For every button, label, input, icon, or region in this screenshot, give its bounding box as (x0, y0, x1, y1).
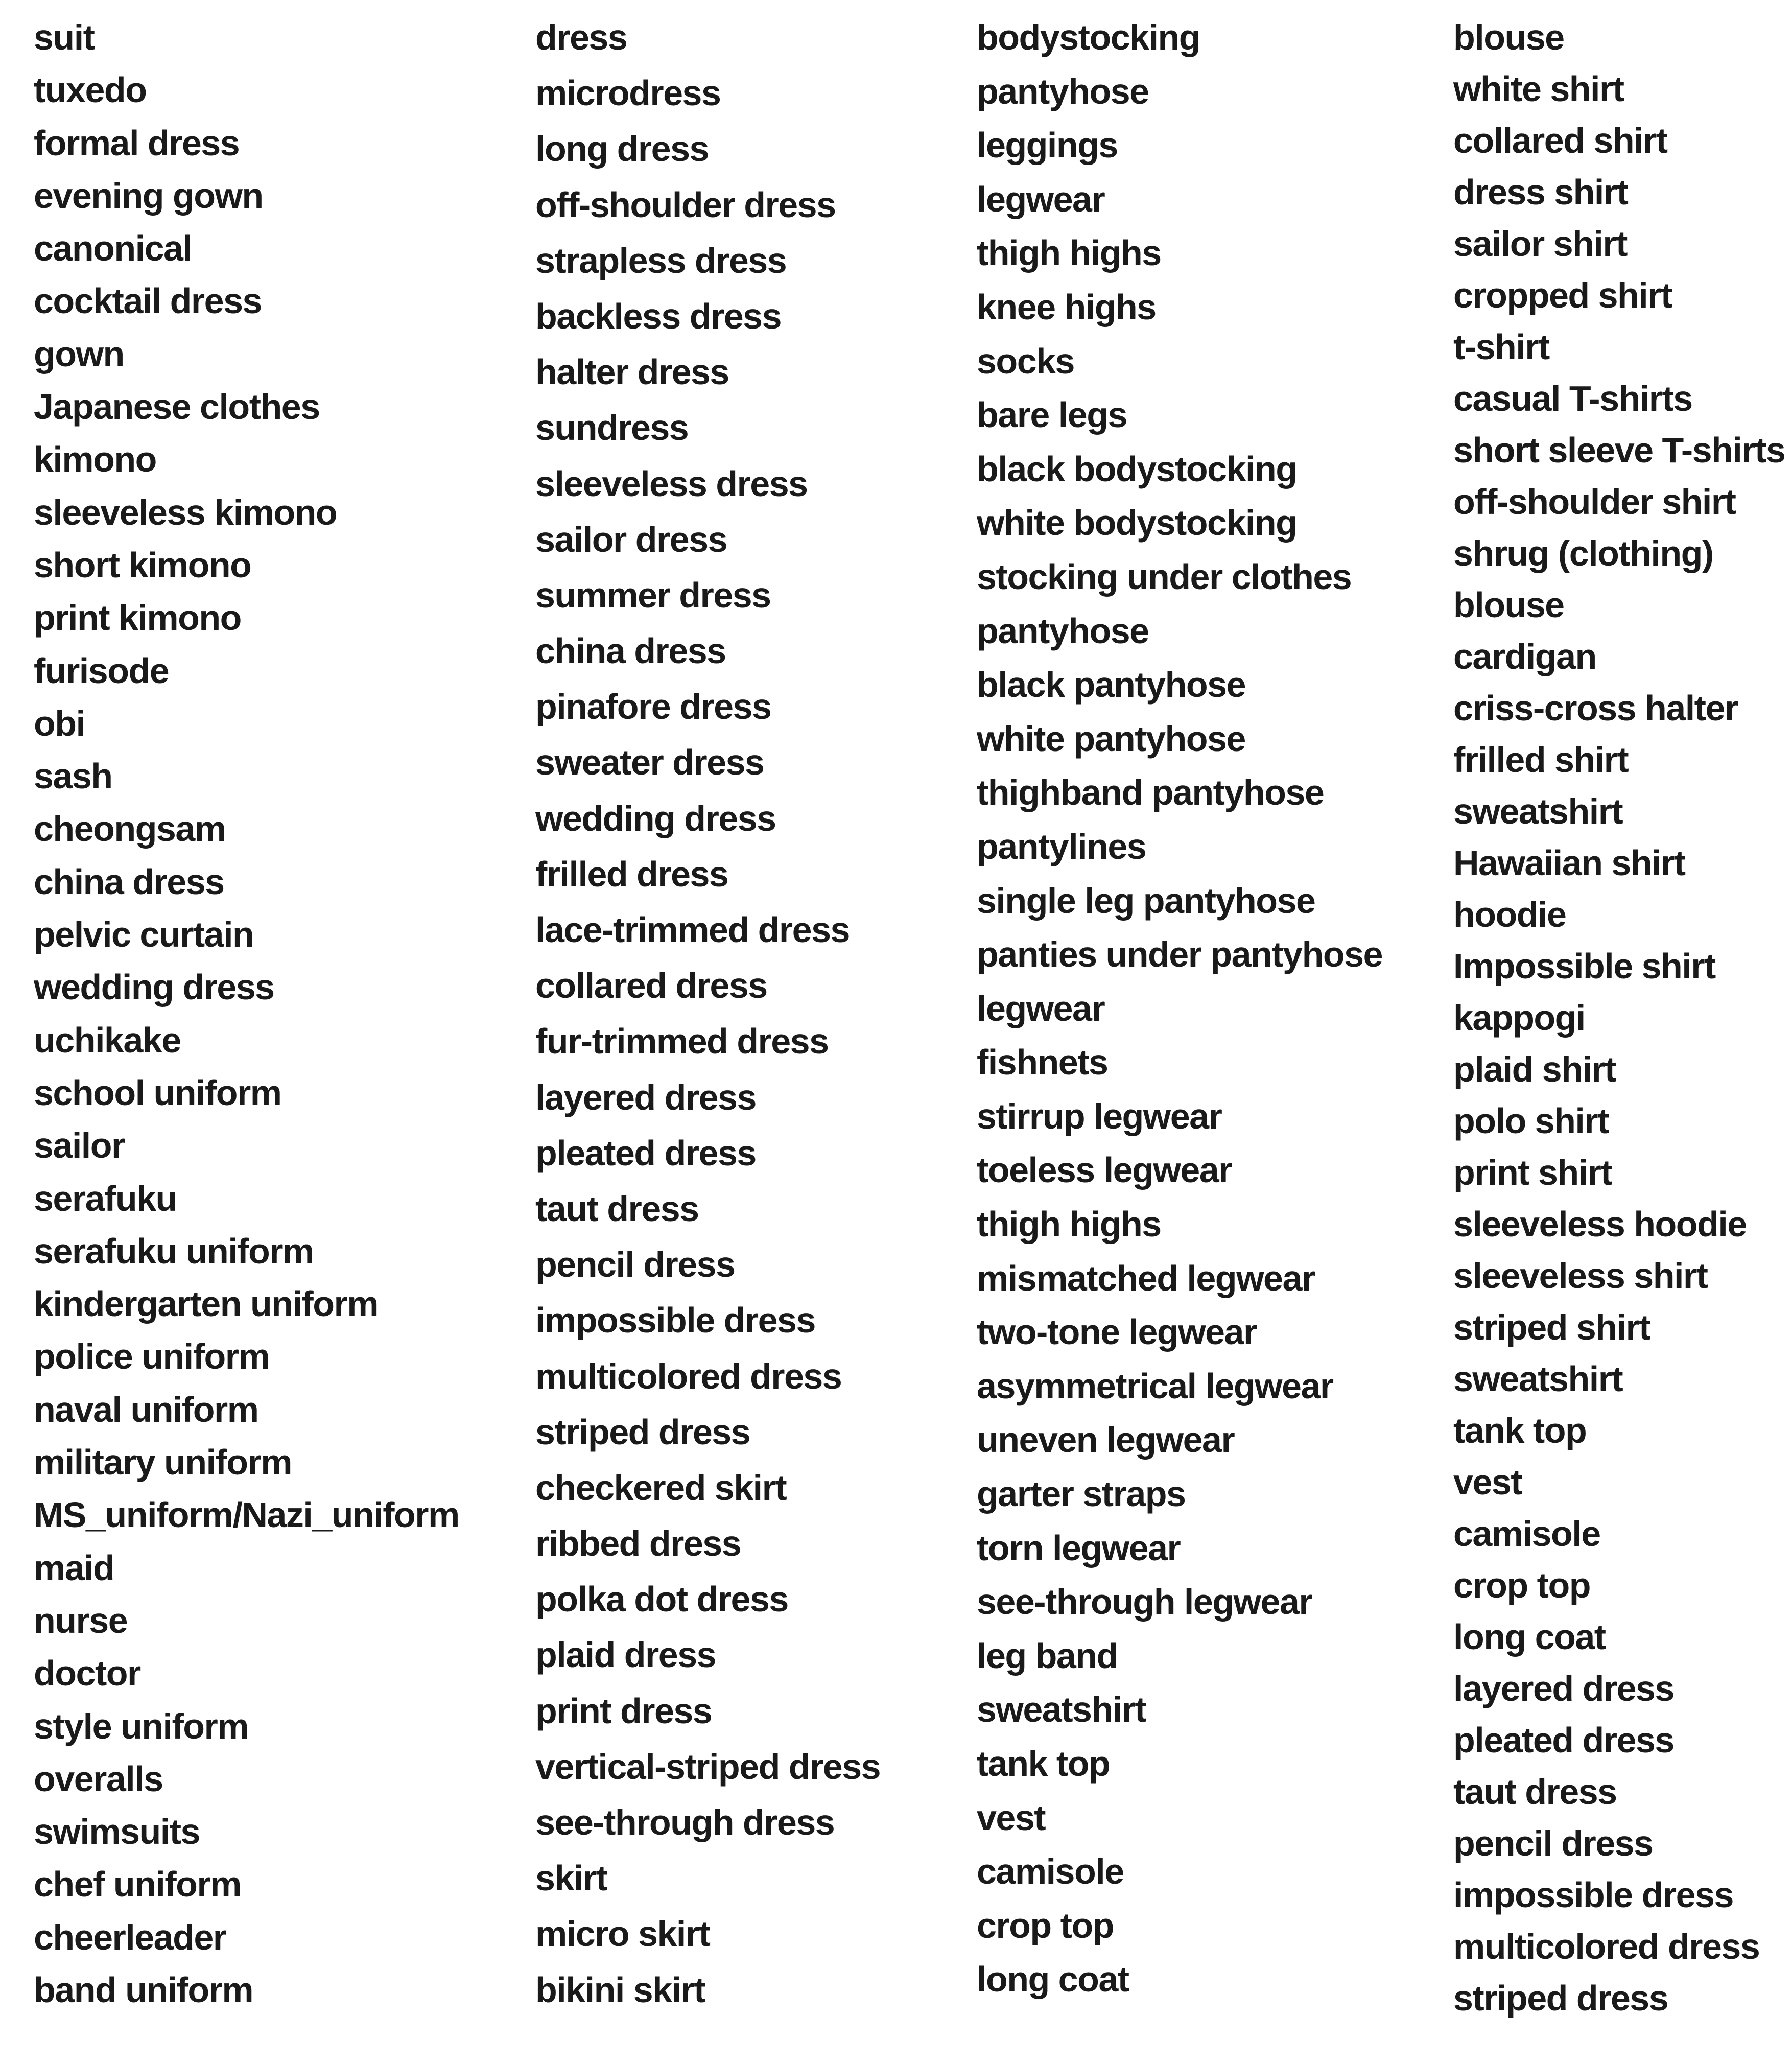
list-item: socks (977, 341, 1074, 381)
list-item: frilled shirt (1453, 740, 1629, 780)
list-item: stocking under clothes (977, 556, 1352, 597)
list-item: sailor shirt (1453, 224, 1627, 264)
list-item: sash (34, 756, 112, 796)
list-item: canonical (34, 228, 192, 269)
list-item: overalls (34, 1758, 163, 1799)
list-item: pencil dress (1453, 1823, 1653, 1863)
list-item: MS_uniform/Nazi_uniform (34, 1495, 459, 1535)
list-item: sleeveless shirt (1453, 1256, 1708, 1296)
list-item: tuxedo (34, 70, 147, 110)
list-item: plaid shirt (1453, 1049, 1616, 1089)
list-item: Japanese clothes (34, 387, 320, 427)
list-item: serafuku (34, 1178, 177, 1218)
list-item: casual T-shirts (1453, 379, 1692, 418)
list-item: sleeveless kimono (34, 492, 337, 532)
list-item: crop top (977, 1905, 1114, 1945)
list-item: pencil dress (535, 1245, 735, 1285)
list-item: print shirt (1453, 1153, 1612, 1192)
list-item: band uniform (34, 1969, 253, 2010)
list-item: vest (977, 1797, 1046, 1838)
list-item: short sleeve T-shirts (1453, 430, 1785, 470)
list-item: cheongsam (34, 809, 226, 849)
list-item: military uniform (34, 1442, 292, 1483)
list-item: obi (34, 703, 85, 743)
list-item: long coat (1453, 1617, 1606, 1657)
list-item: furisode (34, 650, 169, 691)
list-item: toeless legwear (977, 1150, 1232, 1190)
list-item: chef uniform (34, 1864, 241, 1905)
list-item: maid (34, 1547, 114, 1588)
list-item: pantylines (977, 826, 1146, 866)
list-item: suit (34, 17, 95, 57)
list-item: lace-trimmed dress (535, 910, 850, 950)
column-3 (977, 19, 1382, 2015)
list-item: camisole (977, 1851, 1124, 1892)
list-item: skirt (535, 1858, 607, 1898)
list-item: school uniform (34, 1072, 281, 1113)
list-item: long coat (977, 1959, 1129, 2000)
list-item: legwear (977, 988, 1105, 1028)
list-item: pleated dress (535, 1133, 756, 1173)
list-item: mismatched legwear (977, 1258, 1315, 1298)
list-item: bare legs (977, 395, 1127, 435)
list-item: tank top (1453, 1411, 1587, 1450)
list-item: impossible dress (1453, 1875, 1733, 1915)
list-item: vest (1453, 1462, 1522, 1502)
list-item: white pantyhose (977, 718, 1245, 759)
list-item: off-shoulder dress (535, 184, 836, 225)
list-item: polo shirt (1453, 1101, 1609, 1141)
list-item: uneven legwear (977, 1420, 1235, 1460)
list-item: doctor (34, 1653, 140, 1694)
list-item: two-tone legwear (977, 1312, 1257, 1352)
list-item: wedding dress (34, 967, 274, 1007)
list-item: long dress (535, 129, 709, 169)
list-item: print dress (535, 1691, 712, 1731)
list-item: see-through legwear (977, 1582, 1312, 1622)
list-item: pinafore dress (535, 687, 771, 727)
list-item: layered dress (1453, 1669, 1674, 1708)
list-item: sweater dress (535, 742, 764, 783)
list-item: leg band (977, 1635, 1118, 1676)
list-item: impossible dress (535, 1300, 815, 1341)
list-item: uchikake (34, 1020, 181, 1060)
list-item: cropped shirt (1453, 275, 1672, 315)
list-item: checkered skirt (535, 1467, 787, 1508)
list-item: kappogi (1453, 998, 1585, 1038)
list-item: china dress (535, 631, 726, 671)
list-item: thighband pantyhose (977, 772, 1324, 813)
list-item: kindergarten uniform (34, 1284, 378, 1324)
list-item: camisole (1453, 1514, 1600, 1554)
list-item: cocktail dress (34, 281, 262, 321)
column-4 (1453, 19, 1785, 2032)
list-item: sweatshirt (1453, 1359, 1623, 1399)
list-item: thigh highs (977, 1204, 1161, 1245)
list-item: tank top (977, 1744, 1110, 1784)
list-item: white shirt (1453, 69, 1624, 109)
list-item: frilled dress (535, 854, 728, 894)
list-item: leggings (977, 125, 1118, 166)
list-item: blouse (1453, 585, 1564, 625)
list-item: striped dress (1453, 1978, 1668, 2018)
list-item: panties under pantyhose (977, 934, 1382, 975)
list-item: sleeveless hoodie (1453, 1204, 1747, 1244)
list-item: style uniform (34, 1706, 249, 1746)
list-item: summer dress (535, 575, 771, 615)
list-item: legwear (977, 179, 1105, 219)
list-item: gown (34, 334, 124, 374)
list-item: multicolored dress (535, 1356, 842, 1396)
list-item: knee highs (977, 287, 1156, 327)
list-item: swimsuits (34, 1812, 200, 1852)
list-item: evening gown (34, 175, 263, 216)
list-item: short kimono (34, 545, 251, 585)
list-item: bodystocking (977, 17, 1200, 57)
list-item: cardigan (1453, 637, 1596, 676)
list-item: off-shoulder shirt (1453, 482, 1736, 522)
list-item: Impossible shirt (1453, 946, 1715, 986)
list-item: naval uniform (34, 1389, 258, 1429)
list-item: white bodystocking (977, 503, 1297, 543)
list-item: sleeveless dress (535, 463, 808, 504)
list-item: micro skirt (535, 1914, 710, 1954)
list-item: taut dress (535, 1188, 699, 1229)
list-item: nurse (34, 1600, 128, 1640)
list-item: taut dress (1453, 1772, 1617, 1812)
list-item: sundress (535, 408, 689, 448)
list-item: bikini skirt (535, 1969, 705, 2010)
list-item: serafuku uniform (34, 1231, 314, 1271)
list-item: crop top (1453, 1565, 1590, 1605)
list-item: Hawaiian shirt (1453, 843, 1685, 883)
list-item: sweatshirt (1453, 791, 1623, 831)
list-item: pantyhose (977, 71, 1149, 111)
list-item: stirrup legwear (977, 1096, 1222, 1136)
list-item: striped dress (535, 1412, 750, 1452)
list-item: microdress (535, 73, 721, 113)
list-item: asymmetrical legwear (977, 1366, 1333, 1406)
list-item: single leg pantyhose (977, 880, 1315, 921)
list-item: ribbed dress (535, 1523, 741, 1564)
column-2 (535, 19, 880, 2028)
list-item: backless dress (535, 296, 782, 336)
list-item: collared dress (535, 966, 767, 1006)
list-item: plaid dress (535, 1635, 716, 1675)
list-item: garter straps (977, 1474, 1186, 1514)
list-item: shrug (clothing) (1453, 533, 1713, 573)
list-item: dress shirt (1453, 172, 1628, 212)
list-item: pelvic curtain (34, 914, 254, 955)
list-item: china dress (34, 861, 224, 902)
list-item: fur-trimmed dress (535, 1021, 829, 1062)
list-item: strapless dress (535, 240, 787, 280)
list-item: t-shirt (1453, 327, 1549, 367)
list-item: pantyhose (977, 611, 1149, 651)
list-item: dress (535, 17, 627, 57)
list-item: sweatshirt (977, 1690, 1146, 1730)
list-item: collared shirt (1453, 121, 1667, 160)
list-item: thigh highs (977, 233, 1161, 273)
list-item: sailor (34, 1125, 125, 1166)
list-item: black bodystocking (977, 449, 1297, 489)
list-item: torn legwear (977, 1528, 1181, 1568)
list-item: black pantyhose (977, 665, 1246, 705)
list-item: blouse (1453, 17, 1564, 57)
list-item: formal dress (34, 123, 240, 163)
list-item: criss-cross halter (1453, 688, 1738, 728)
list-item: hoodie (1453, 895, 1566, 934)
list-item: fishnets (977, 1042, 1108, 1083)
list-item: pleated dress (1453, 1720, 1674, 1760)
list-item: sailor dress (535, 519, 727, 559)
list-item: polka dot dress (535, 1579, 788, 1620)
list-item: police uniform (34, 1336, 270, 1377)
list-item: halter dress (535, 352, 729, 392)
list-item: see-through dress (535, 1802, 835, 1842)
list-item: vertical-striped dress (535, 1746, 881, 1787)
list-item: striped shirt (1453, 1307, 1650, 1347)
list-item: cheerleader (34, 1917, 226, 1957)
list-item: kimono (34, 439, 156, 480)
list-item: print kimono (34, 598, 241, 638)
column-1 (34, 19, 459, 2025)
list-item: layered dress (535, 1077, 756, 1117)
list-item: multicolored dress (1453, 1927, 1760, 1966)
list-item: wedding dress (535, 798, 776, 838)
